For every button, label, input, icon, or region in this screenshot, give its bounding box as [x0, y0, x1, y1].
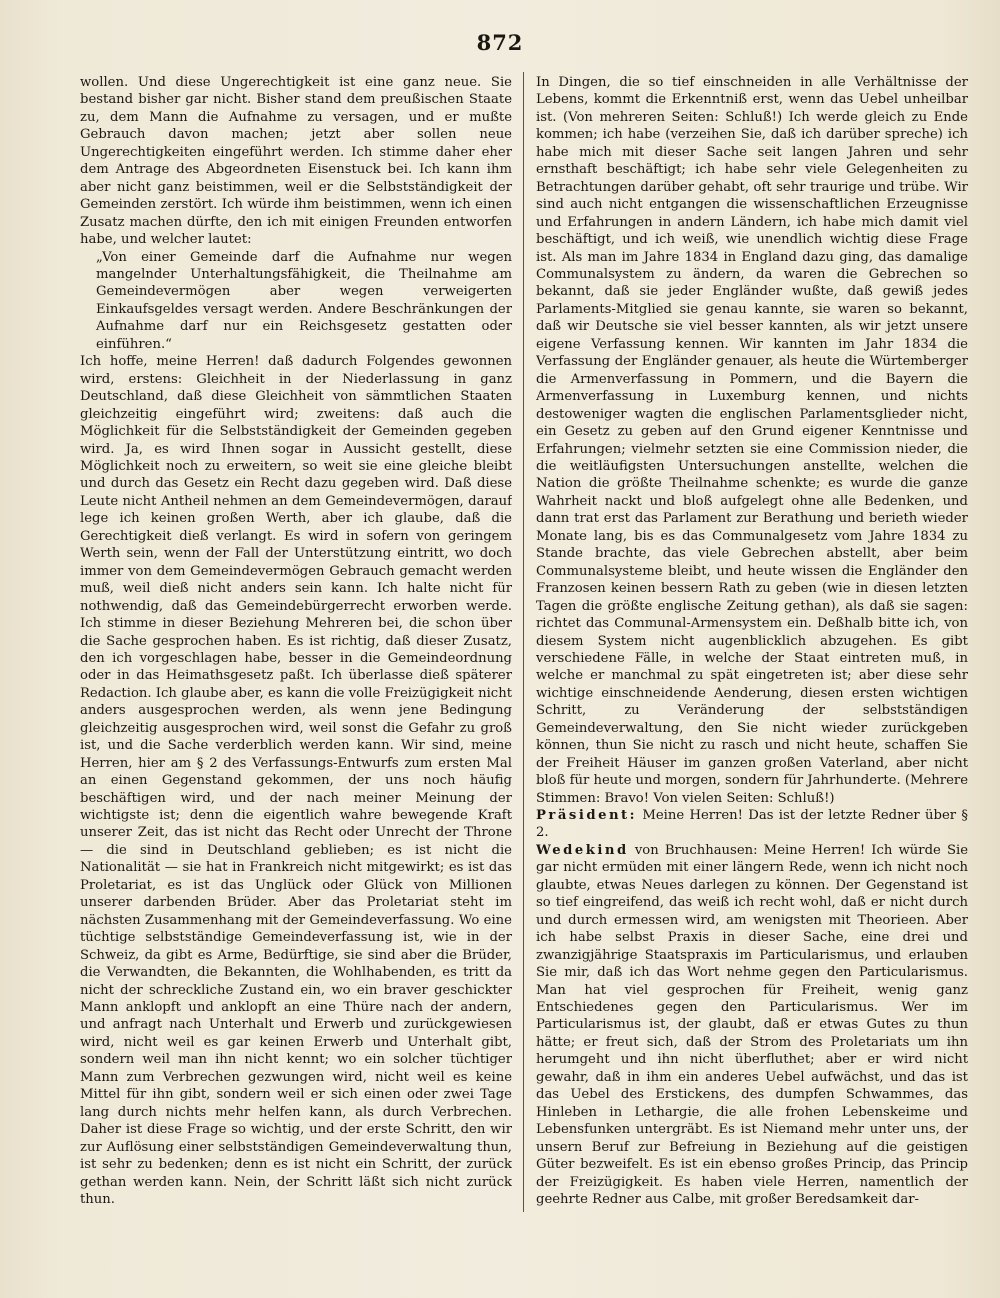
left-column — [80, 74, 512, 1214]
quoted-amendment: „Von einer Gemeinde darf die Aufnahme nur wegen mangelnder Unterhaltungsfähigkeit, die Theilnahme am Gemeindevermögen aber wegen verweigerten Einkaufsgeldes versagt werden. Andere Beschränkungen der Aufnahme darf nur ein Reichsgesetz gestatten oder einführen.“ — [96, 249, 512, 352]
speaker-paragraph — [536, 842, 968, 1209]
speaker-paragraph — [536, 807, 968, 842]
speech-text: von Bruchhausen: Meine Herren! Ich würde Sie gar nicht ermüden mit einer längern Rede, wenn ich nicht noch glaubte, etwas Neues darlegen zu können. Der Gegenstand ist so tief eingreifend, das weiß ich recht wohl, daß er nicht durch und durch ermessen wird, am wenigsten mit Theorieen. Aber ich habe selbst Praxis in dieser Sache, eine drei und zwanzigjährige Staatspraxis im Particularismus, und erlauben Sie mir, daß ich das Wort nehme gegen den Particularismus. Man hat viel gesprochen für Freiheit, wenig ganz Entschiedenes gegen den Particularismus. Wer im Particularismus ist, der glaubt, daß er etwas Gutes zu thun hätte; er freut sich, daß der Strom des Proletariats um ihn herumgeht und ihn nicht überfluthet; aber er wird nicht gewahr, daß in ihm ein anderes Uebel aufwächst, und das ist das Uebel des Erstickens, des dumpfen Schwammes, das Hinleben in Lethargie, die alle frohen Lebenskeime und Lebensfunken untergräbt. Es ist Niemand mehr unter uns, der unsern Beruf zur Befreiung in Beziehung auf die geistigen Güter bezweifelt. Es ist ein ebenso großes Princip, das Princip der Freizügigkeit. Es haben viele Herren, namentlich der geehrte Redner aus Calbe, mit großer Beredsamkeit dar- — [536, 842, 968, 1207]
speech-text: Meine Herren! Das ist der letzte Redner über § 2. — [536, 808, 968, 841]
right-column — [536, 74, 968, 1214]
page-number: 872 — [476, 30, 524, 55]
paragraph: In Dingen, die so tief einschneiden in alle Verhältnisse der Lebens, kommt die Erkenntniß erst, wenn das Uebel unheilbar ist. (Von mehreren Seiten: Schluß!) Ich werde gleich zu Ende kommen; ich habe (verzeihen Sie, daß ich darüber spreche) ich habe mich mit dieser Sache seit langen Jahren und sehr ernsthaft beschäftigt; ich habe sehr viele Gelegenheiten zu Betrachtungen darüber gehabt, oft sehr traurige und trübe. Wir sind auch nicht entgangen die wissenschaftlichen Erzeugnisse und Erfahrungen in andern Ländern, ich habe mich damit viel beschäftigt, und ich weiß, wie unendlich wichtig diese Frage ist. Als man im Jahre 1834 in England dazu ging, das damalige Communalsystem zu ändern, da waren die Gebrechen so bekannt, daß sie jeder Engländer wußte, daß gewiß jedes Parlaments-Mitglied sie genau kannte, sie waren so bekannt, daß wir Deutsche sie viel besser kannten, als wir jetzt unsere eigene Verfassung kennen. Wir kannten im Jahr 1834 die Verfassung der Engländer genauer, als heute die Würtemberger die Armenverfassung in Pommern, und die Bayern die Armenverfassung in Luxemburg kennen, und nichts destoweniger wagten die englischen Parlamentsglieder nicht, ein Gesetz zu geben auf den Grund eigener Kenntnisse und Erfahrungen; vielmehr setzten sie eine Commission nieder, die die weitläufigsten Untersuchungen anstellte, welchen die Nation die größte Theilnahme schenkte; es wurde die ganze Wahrheit nackt und bloß aufgelegt ohne alle Bedenken, und dann trat erst das Parlament zur Berathung und berieth wieder Monate lang, bis es das Communalgesetz vom Jahre 1834 zu Stande brachte, das viele Gebrechen abstellt, aber beim Communalsysteme bleibt, und heute wissen die Engländer den Franzosen keinen bessern Rath zu geben (wie in diesen letzten Tagen die größte englische Zeitung gethan), als daß sie sagen: richtet das Communal-Armensystem ein. Deßhalb bitte ich, von diesem System nicht augenblicklich abzugehen. Es gibt verschiedene Fälle, in welche der Staat eintreten muß, in welche er manchmal zu spät eingetreten ist; aber diese sehr wichtige einschneidende Aenderung, diesen ersten wichtigen Schritt, zu Veränderung der selbstständigen Gemeindeverwaltung, den Sie nicht wieder zurückgeben können, thun Sie nicht zu rasch und nicht heute, schaffen Sie der Freiheit Häuser im ganzen großen Vaterland, aber nicht bloß für heute und morgen, sondern für Jahrhunderte. (Mehrere Stimmen: Bravo! Von vielen Seiten: Schluß!) — [536, 75, 968, 806]
speaker-name: Wedekind — [536, 842, 629, 858]
column-divider — [523, 72, 524, 1212]
paragraph: wollen. Und diese Ungerechtigkeit ist eine ganz neue. Sie bestand bisher gar nicht. Bisher stand dem preußischen Staate zu, dem Mann die Aufnahme zu versagen, und er mußte Gebrauch davon machen; jetzt aber sollen neue Ungerechtigkeiten eingeführt werden. Ich stimme daher eher dem Antrage des Abgeordneten Eisenstuck bei. Ich kann ihm aber nicht ganz beistimmen, weil er die Selbstständigkeit der Gemeinden zerstört. Ich würde ihm beistimmen, wenn ich einen Zusatz machen dürfte, den ich mit einigen Freunden entworfen habe, und welcher lautet: — [80, 75, 512, 248]
speaker-name: Präsident: — [536, 808, 638, 824]
paragraph: Ich hoffe, meine Herren! daß dadurch Folgendes gewonnen wird, erstens: Gleichheit in der Niederlassung in ganz Deutschland, daß diese Gleichheit von sämmtlichen Staaten gleichzeitig eingeführt wird; zweitens: daß auch die Möglichkeit für die Selbstständigkeit der Gemeinden gegeben wird. Ja, es wird Ihnen sogar in Aussicht gestellt, diese Möglichkeit noch zu erweitern, so weit sie eine gleiche bleibt und durch das Gesetz ein Recht dazu gegeben wird. Daß diese Leute nicht Antheil nehmen an dem Gemeindevermögen, darauf lege ich keinen großen Werth, aber ich glaube, daß die Gerechtigkeit dieß verlangt. Es wird in sofern von geringem Werth sein, wenn der Fall der Unterstützung eintritt, wo doch immer von dem Gemeindevermögen Gebrauch gemacht werden muß, weil dieß nicht anders sein kann. Ich halte nicht für nothwendig, daß das Gemeindebürgerrecht erworben werde. Ich stimme in dieser Beziehung Mehreren bei, die schon über die Sache gesprochen haben. Es ist richtig, daß dieser Zusatz, den ich vorgeschlagen habe, besser in die Gemeindeordnung oder in das Heimathsgesetz paßt. Ich überlasse dieß späterer Redaction. Ich glaube aber, es kann die volle Freizügigkeit nicht anders ausgesprochen werden, als wenn jene Bedingung gleichzeitig ausgesprochen wird, weil sonst die Gefahr zu groß ist, und die Sache verderblich werden kann. Wir sind, meine Herren, hier am § 2 des Verfassungs-Entwurfs zum ersten Mal an einen Gegenstand gekommen, der uns noch häufig beschäftigen wird, und der nach meiner Meinung der wichtigste ist; denn die eigentlich wahre bewegende Kraft unserer Zeit, das ist nicht das Recht oder Unrecht der Throne — die sind in Deutschland geblieben; es ist nicht die Nationalität — sie hat in Frankreich nicht mitgewirkt; es ist das Proletariat, es ist das Unglück oder Glück von Millionen unserer darbenden Brüder. Aber das Proletariat steht im nächsten Zusammenhang mit der Gemeindeverfassung. Wo eine tüchtige selbstständige Gemeindeverfassung ist, wie in der Schweiz, da gibt es Arme, Bedürftige, sie sind aber die Brüder, die Verwandten, die Bekannten, die Wohlhabenden, es tritt da nicht der schreckliche Zustand ein, wo ein braver geschickter Mann anklopft und anklopft an eine Thüre nach der andern, und anfragt nach Unterhalt und Erwerb und zurückgewiesen wird, nicht weil es gar keinen Erwerb und Unterhalt gibt, sondern weil man ihn nicht kennt; wo ein solcher tüchtiger Mann zum Verbrechen gezwungen wird, nicht weil es keine Mittel für ihn gibt, sondern weil er sich einen oder zwei Tage lang durch nichts mehr helfen kann, als durch Verbrechen. Daher ist diese Frage so wichtig, und der erste Schritt, den wir zur Auflösung einer selbstständigen Gemeindeverwaltung thun, ist sehr zu bedenken; denn es ist nicht ein Schritt, der zurück gethan werden kann. Nein, der Schritt läßt sich nicht zurück thun. — [80, 354, 512, 1207]
